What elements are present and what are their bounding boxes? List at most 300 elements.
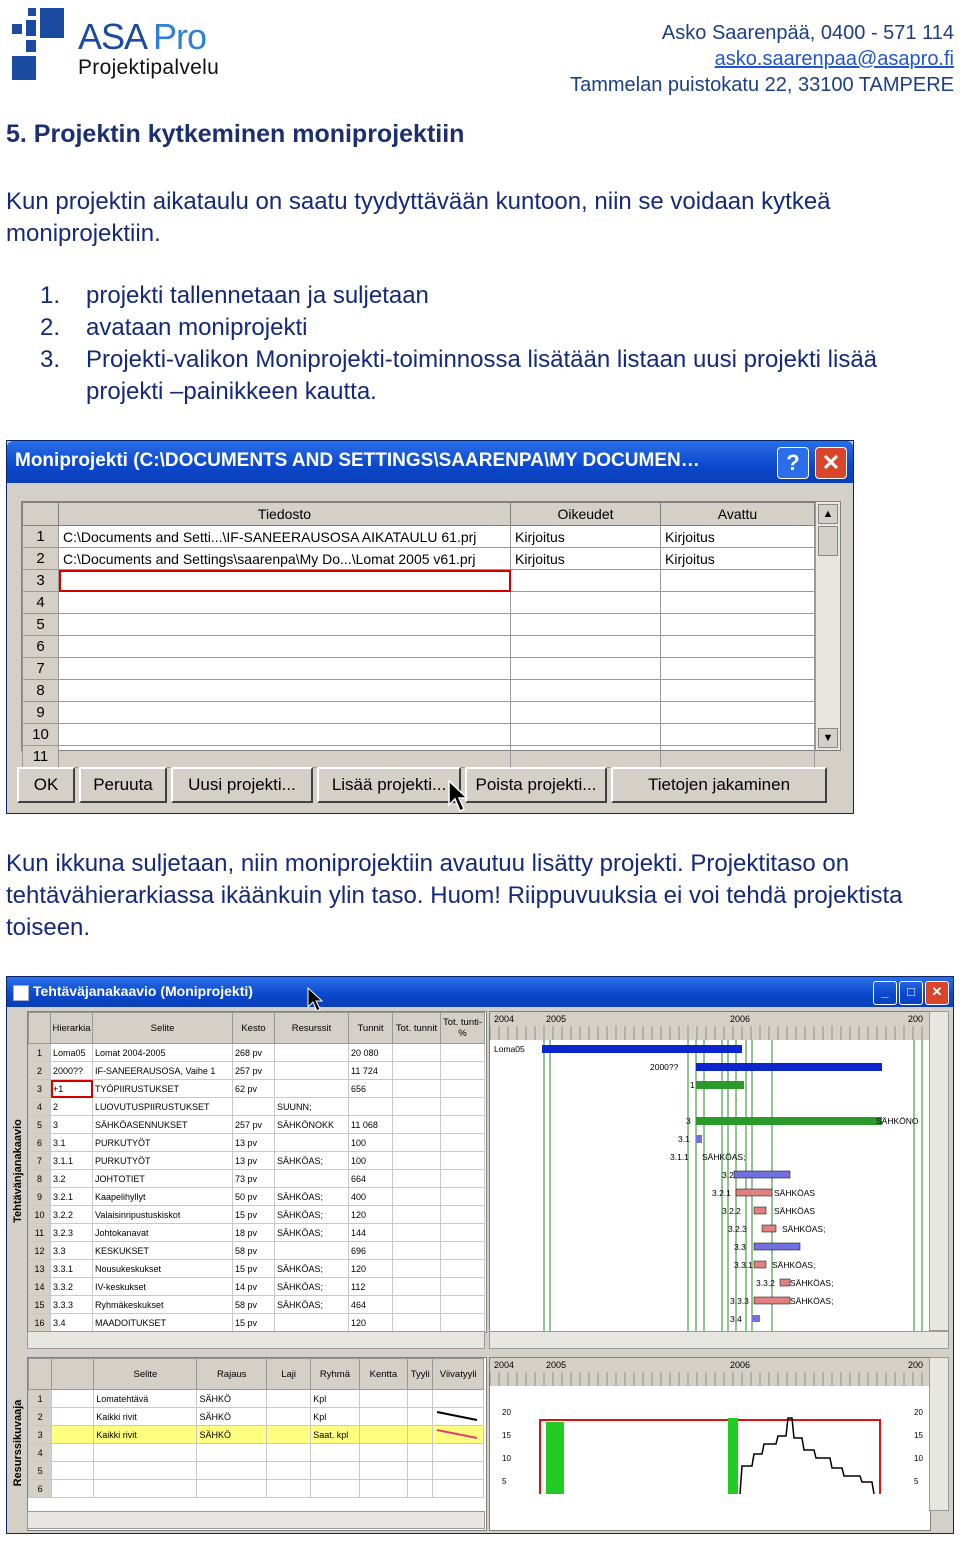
cell-duration[interactable]: 62 pv: [233, 1080, 275, 1098]
table-row[interactable]: [29, 1170, 485, 1188]
row-number[interactable]: 1: [29, 1044, 51, 1062]
cell-hours[interactable]: 696: [349, 1242, 393, 1260]
cell-description[interactable]: LUOVUTUSPIIRUSTUKSET: [93, 1098, 233, 1116]
table-row[interactable]: [29, 1206, 485, 1224]
cell-duration[interactable]: 14 pv: [233, 1278, 275, 1296]
scroll-up-icon[interactable]: ▲: [818, 504, 838, 524]
row-number[interactable]: 11: [29, 1224, 51, 1242]
cell-group[interactable]: Kpl: [311, 1408, 359, 1426]
cell-description[interactable]: Johtokanavat: [93, 1224, 233, 1242]
cell-description[interactable]: Lomat 2004-2005: [93, 1044, 233, 1062]
cell-style[interactable]: [408, 1408, 433, 1426]
column-header-opened[interactable]: Avattu: [661, 503, 815, 526]
cell-group[interactable]: Kpl: [311, 1390, 359, 1408]
gantt-hscroll[interactable]: [489, 1331, 949, 1349]
cell-resources[interactable]: SUUNN;: [275, 1098, 349, 1116]
cell-scope[interactable]: [197, 1480, 267, 1498]
cell-file[interactable]: [59, 658, 511, 680]
table-row[interactable]: [29, 1260, 485, 1278]
cell-description[interactable]: [94, 1480, 197, 1498]
cell-opened[interactable]: [661, 658, 815, 680]
cell-description[interactable]: TYÖPIIRUSTUKSET: [93, 1080, 233, 1098]
cell-hierarchy[interactable]: 3.3.2: [51, 1278, 93, 1296]
cell-duration[interactable]: 15 pv: [233, 1314, 275, 1332]
add-project-button[interactable]: Lisää projekti...: [317, 767, 461, 803]
cell-hierarchy[interactable]: 3.2.2: [51, 1206, 93, 1224]
cell-duration[interactable]: 58 pv: [233, 1242, 275, 1260]
cell-hours[interactable]: 144: [349, 1224, 393, 1242]
cell-duration[interactable]: 13 pv: [233, 1134, 275, 1152]
cell-style[interactable]: [408, 1426, 433, 1444]
column-header-total-hour-pct[interactable]: Tot. tunti-%: [441, 1013, 485, 1044]
scroll-thumb[interactable]: [818, 526, 838, 556]
cell-type[interactable]: [266, 1462, 310, 1480]
cell-hours[interactable]: 100: [349, 1134, 393, 1152]
share-data-button[interactable]: Tietojen jakaminen: [611, 767, 827, 803]
cell-description[interactable]: Kaapelihyllyt: [93, 1188, 233, 1206]
cell-file[interactable]: [59, 680, 511, 702]
cell-rights[interactable]: [511, 614, 661, 636]
cell-type[interactable]: [266, 1426, 310, 1444]
bar-3-2: [734, 1171, 790, 1178]
row-number[interactable]: 10: [29, 1206, 51, 1224]
row-number[interactable]: 10: [23, 724, 59, 746]
cell-total-hour-pct[interactable]: [441, 1152, 485, 1170]
cell-description[interactable]: PURKUTYÖT: [93, 1134, 233, 1152]
cell-description[interactable]: Lomatehtävä: [94, 1390, 197, 1408]
cell-type[interactable]: [266, 1480, 310, 1498]
cell-hours[interactable]: 120: [349, 1260, 393, 1278]
table-row[interactable]: [29, 1444, 484, 1462]
cell-resources[interactable]: SÄHKÖAS;: [275, 1224, 349, 1242]
cell-hours[interactable]: 464: [349, 1296, 393, 1314]
cell-resources[interactable]: [275, 1170, 349, 1188]
cell-resources[interactable]: SÄHKÖAS;: [275, 1152, 349, 1170]
new-project-button[interactable]: Uusi projekti...: [171, 767, 313, 803]
cell-total-hour-pct[interactable]: [441, 1098, 485, 1116]
task-grid-hscroll[interactable]: [27, 1331, 485, 1349]
cell-line-style[interactable]: [433, 1444, 484, 1462]
cell-rights[interactable]: [511, 724, 661, 746]
table-row[interactable]: [23, 614, 815, 636]
row-number[interactable]: 12: [29, 1242, 51, 1260]
cell-hours[interactable]: 100: [349, 1152, 393, 1170]
column-header-hierarchy[interactable]: Hierarkia: [51, 1013, 93, 1044]
column-header-line-style[interactable]: Viivatyyli: [433, 1359, 484, 1390]
cell-total-hour-pct[interactable]: [441, 1206, 485, 1224]
maximize-icon[interactable]: □: [899, 981, 923, 1005]
cell-duration[interactable]: 58 pv: [233, 1296, 275, 1314]
column-header-style[interactable]: Tyyli: [408, 1359, 433, 1390]
row-number[interactable]: 4: [23, 592, 59, 614]
cell-hierarchy[interactable]: 3.4: [51, 1314, 93, 1332]
cell-resources[interactable]: SÄHKÖAS;: [275, 1188, 349, 1206]
cell-scope[interactable]: SÄHKÖ: [197, 1390, 267, 1408]
table-row[interactable]: [29, 1462, 484, 1480]
cell-hierarchy[interactable]: 3.3.1: [51, 1260, 93, 1278]
cell-hierarchy[interactable]: 3.3.3: [51, 1296, 93, 1314]
cell-opened[interactable]: [661, 570, 815, 592]
cell-opened[interactable]: [661, 614, 815, 636]
row-number[interactable]: 16: [29, 1314, 51, 1332]
column-header-description[interactable]: Selite: [94, 1359, 197, 1390]
cell-line-style[interactable]: [433, 1480, 484, 1498]
row-number[interactable]: 5: [23, 614, 59, 636]
cell-opened[interactable]: Kirjoitus: [661, 548, 815, 570]
cell-file[interactable]: [59, 702, 511, 724]
cell-duration[interactable]: 50 pv: [233, 1188, 275, 1206]
table-row[interactable]: [23, 526, 815, 548]
cell-total-hour-pct[interactable]: [441, 1278, 485, 1296]
cell-file[interactable]: [59, 614, 511, 636]
cell-scope[interactable]: [197, 1444, 267, 1462]
row-number[interactable]: 6: [23, 636, 59, 658]
table-row[interactable]: [23, 570, 815, 592]
cell-group[interactable]: [311, 1462, 359, 1480]
cell-total-hours[interactable]: [393, 1170, 441, 1188]
table-row[interactable]: [29, 1408, 484, 1426]
cell-opened[interactable]: [661, 702, 815, 724]
cell-rights[interactable]: [511, 746, 661, 768]
cell-opened[interactable]: [661, 680, 815, 702]
row-number[interactable]: 2: [29, 1408, 52, 1426]
cell-line-style[interactable]: [433, 1390, 484, 1408]
cell-rights[interactable]: [511, 702, 661, 724]
cell-duration[interactable]: 18 pv: [233, 1224, 275, 1242]
column-header-total-hours[interactable]: Tot. tunnit: [393, 1013, 441, 1044]
table-row[interactable]: [29, 1062, 485, 1080]
remove-project-button[interactable]: Poista projekti...: [465, 767, 607, 803]
cell-rights[interactable]: [511, 592, 661, 614]
table-row[interactable]: [23, 658, 815, 680]
table-row[interactable]: [23, 548, 815, 570]
column-header-description[interactable]: Selite: [93, 1013, 233, 1044]
cell-blank[interactable]: [52, 1462, 94, 1480]
column-header-resources[interactable]: Resurssit: [275, 1013, 349, 1044]
cell-total-hours[interactable]: [393, 1188, 441, 1206]
cell-total-hour-pct[interactable]: [441, 1062, 485, 1080]
cell-group[interactable]: Saat. kpl: [311, 1426, 359, 1444]
cell-hierarchy[interactable]: 3.2: [51, 1170, 93, 1188]
cell-file[interactable]: [59, 592, 511, 614]
cell-description[interactable]: Kaikki rivit: [94, 1408, 197, 1426]
cell-total-hour-pct[interactable]: [441, 1116, 485, 1134]
cell-opened[interactable]: [661, 724, 815, 746]
cell-duration[interactable]: 13 pv: [233, 1152, 275, 1170]
cell-resources[interactable]: [275, 1062, 349, 1080]
step-number: 1.: [40, 282, 61, 309]
cell-total-hour-pct[interactable]: [441, 1242, 485, 1260]
cell-field[interactable]: [359, 1462, 407, 1480]
table-row[interactable]: [29, 1480, 484, 1498]
cell-description[interactable]: MAADOITUKSET: [93, 1314, 233, 1332]
cell-total-hour-pct[interactable]: [441, 1314, 485, 1332]
cell-hierarchy[interactable]: 2000??: [51, 1062, 93, 1080]
table-row[interactable]: [29, 1242, 485, 1260]
table-row[interactable]: [29, 1188, 485, 1206]
cell-total-hours[interactable]: [393, 1224, 441, 1242]
cell-hours[interactable]: 664: [349, 1170, 393, 1188]
cell-duration[interactable]: 257 pv: [233, 1062, 275, 1080]
table-row[interactable]: [29, 1296, 485, 1314]
cell-blank[interactable]: [52, 1390, 94, 1408]
cell-resources[interactable]: SÄHKÖAS;: [275, 1206, 349, 1224]
cell-hours[interactable]: 11 724: [349, 1062, 393, 1080]
row-number[interactable]: 8: [29, 1170, 51, 1188]
table-row[interactable]: [29, 1152, 485, 1170]
cell-hierarchy[interactable]: 3.2.3: [51, 1224, 93, 1242]
cell-description[interactable]: KESKUKSET: [93, 1242, 233, 1260]
cell-description[interactable]: Valaisinripustuskiskot: [93, 1206, 233, 1224]
cell-total-hours[interactable]: [393, 1296, 441, 1314]
cell-description[interactable]: [94, 1462, 197, 1480]
cell-total-hour-pct[interactable]: [441, 1170, 485, 1188]
company-logo-mark: [12, 8, 72, 82]
cell-resources[interactable]: SÄHKÖAS;: [275, 1296, 349, 1314]
cell-resources[interactable]: [275, 1134, 349, 1152]
cell-line-style[interactable]: [433, 1462, 484, 1480]
row-number[interactable]: 7: [29, 1152, 51, 1170]
cell-opened[interactable]: [661, 636, 815, 658]
cell-total-hour-pct[interactable]: [441, 1296, 485, 1314]
row-number[interactable]: 13: [29, 1260, 51, 1278]
row-number[interactable]: 5: [29, 1462, 52, 1480]
contact-email-link[interactable]: asko.saarenpaa@asapro.fi: [714, 48, 954, 70]
cell-field[interactable]: [359, 1480, 407, 1498]
resource-vscroll[interactable]: [929, 1357, 949, 1511]
cell-description[interactable]: IV-keskukset: [93, 1278, 233, 1296]
cell-file[interactable]: C:\Documents and Setti...\IF-SANEERAUSOSA AIKATAULU 61.prj: [59, 526, 511, 548]
cell-resources[interactable]: SÄHKÖAS;: [275, 1260, 349, 1278]
ok-button[interactable]: OK: [17, 767, 75, 803]
cell-rights[interactable]: [511, 680, 661, 702]
cell-rights[interactable]: Kirjoitus: [511, 526, 661, 548]
cell-total-hours[interactable]: [393, 1260, 441, 1278]
cell-description[interactable]: Kaikki rivit: [94, 1426, 197, 1444]
row-number[interactable]: 9: [23, 702, 59, 724]
cell-type[interactable]: [266, 1444, 310, 1462]
table-row[interactable]: [23, 724, 815, 746]
cell-total-hour-pct[interactable]: [441, 1260, 485, 1278]
row-number[interactable]: 1: [29, 1390, 52, 1408]
row-number[interactable]: 3: [23, 570, 59, 592]
cell-scope[interactable]: SÄHKÖ: [197, 1408, 267, 1426]
cell-style[interactable]: [408, 1390, 433, 1408]
table-row[interactable]: [29, 1314, 485, 1332]
resource-grid-hscroll[interactable]: [27, 1511, 485, 1529]
cell-description[interactable]: IF-SANEERAUSOSA, Vaihe 1: [93, 1062, 233, 1080]
row-number[interactable]: 4: [29, 1444, 52, 1462]
cell-total-hours[interactable]: [393, 1314, 441, 1332]
cell-duration[interactable]: [233, 1098, 275, 1116]
cell-blank[interactable]: [52, 1408, 94, 1426]
table-row[interactable]: [23, 680, 815, 702]
cell-hierarchy[interactable]: Loma05: [51, 1044, 93, 1062]
cancel-button[interactable]: Peruuta: [79, 767, 167, 803]
cell-hours[interactable]: 400: [349, 1188, 393, 1206]
gantt-vscroll[interactable]: [929, 1011, 949, 1331]
cell-field[interactable]: [359, 1444, 407, 1462]
table-row[interactable]: [29, 1426, 484, 1444]
cell-resources[interactable]: [275, 1080, 349, 1098]
cell-scope[interactable]: SÄHKÖ: [197, 1426, 267, 1444]
cell-total-hour-pct[interactable]: [441, 1188, 485, 1206]
column-header-duration[interactable]: Kesto: [233, 1013, 275, 1044]
column-header-field[interactable]: Kentta: [359, 1359, 407, 1390]
table-row[interactable]: [23, 702, 815, 724]
cell-style[interactable]: [408, 1462, 433, 1480]
row-number[interactable]: 8: [23, 680, 59, 702]
cell-line-style[interactable]: [433, 1408, 484, 1426]
cell-rights[interactable]: [511, 658, 661, 680]
cell-total-hours[interactable]: [393, 1242, 441, 1260]
cell-style[interactable]: [408, 1480, 433, 1498]
cell-total-hour-pct[interactable]: [441, 1134, 485, 1152]
cell-rights[interactable]: [511, 570, 661, 592]
table-row[interactable]: [29, 1390, 484, 1408]
cell-scope[interactable]: [197, 1462, 267, 1480]
column-header-file[interactable]: Tiedosto: [59, 503, 511, 526]
cell-description[interactable]: PURKUTYÖT: [93, 1152, 233, 1170]
row-number[interactable]: 4: [29, 1098, 51, 1116]
vertical-scrollbar[interactable]: [815, 502, 840, 750]
row-number[interactable]: 15: [29, 1296, 51, 1314]
cell-duration[interactable]: 15 pv: [233, 1206, 275, 1224]
cell-hours[interactable]: 112: [349, 1278, 393, 1296]
cell-opened[interactable]: [661, 746, 815, 768]
cell-total-hour-pct[interactable]: [441, 1080, 485, 1098]
cell-hours[interactable]: 20 080: [349, 1044, 393, 1062]
column-header-hours[interactable]: Tunnit: [349, 1013, 393, 1044]
cell-line-style[interactable]: [433, 1426, 484, 1444]
cell-field[interactable]: [359, 1426, 407, 1444]
cell-total-hours[interactable]: [393, 1152, 441, 1170]
row-number[interactable]: 11: [23, 746, 59, 768]
cell-resources[interactable]: SÄHKÖAS;: [275, 1278, 349, 1296]
cell-file[interactable]: C:\Documents and Settings\saarenpa\My Do...\Lomat 2005 v61.prj: [59, 548, 511, 570]
cell-total-hours[interactable]: [393, 1062, 441, 1080]
cell-duration[interactable]: 15 pv: [233, 1260, 275, 1278]
cell-rights[interactable]: Kirjoitus: [511, 548, 661, 570]
table-row[interactable]: [29, 1098, 485, 1116]
row-number[interactable]: 9: [29, 1188, 51, 1206]
cell-file[interactable]: [59, 746, 511, 768]
cell-resources[interactable]: SÄHKÖNOKK: [275, 1116, 349, 1134]
column-header-type[interactable]: Laji: [266, 1359, 310, 1390]
cell-blank[interactable]: [52, 1426, 94, 1444]
cell-hours[interactable]: 11 068: [349, 1116, 393, 1134]
cell-resources[interactable]: [275, 1314, 349, 1332]
cell-file[interactable]: [59, 724, 511, 746]
cell-total-hours[interactable]: [393, 1134, 441, 1152]
cell-hours[interactable]: 656: [349, 1080, 393, 1098]
row-number[interactable]: 6: [29, 1134, 51, 1152]
cell-hierarchy[interactable]: 2: [51, 1098, 93, 1116]
cell-resources[interactable]: [275, 1044, 349, 1062]
cell-group[interactable]: [311, 1444, 359, 1462]
cell-hierarchy[interactable]: 3: [51, 1116, 93, 1134]
row-number[interactable]: 5: [29, 1116, 51, 1134]
row-number[interactable]: 2: [29, 1062, 51, 1080]
cell-total-hours[interactable]: [393, 1044, 441, 1062]
cell-total-hours[interactable]: [393, 1206, 441, 1224]
table-row[interactable]: [29, 1044, 485, 1062]
row-number[interactable]: 3: [29, 1426, 52, 1444]
cell-file[interactable]: [59, 570, 511, 592]
cell-type[interactable]: [266, 1408, 310, 1426]
cell-opened[interactable]: Kirjoitus: [661, 526, 815, 548]
table-row[interactable]: [29, 1134, 485, 1152]
column-header-scope[interactable]: Rajaus: [197, 1359, 267, 1390]
cell-hierarchy[interactable]: 3.3: [51, 1242, 93, 1260]
column-header-rights[interactable]: Oikeudet: [511, 503, 661, 526]
cell-description[interactable]: Nousukeskukset: [93, 1260, 233, 1278]
cell-total-hours[interactable]: [393, 1098, 441, 1116]
cell-hours[interactable]: 120: [349, 1314, 393, 1332]
cell-field[interactable]: [359, 1408, 407, 1426]
cell-description[interactable]: [94, 1444, 197, 1462]
cell-hours[interactable]: [349, 1098, 393, 1116]
cell-total-hours[interactable]: [393, 1080, 441, 1098]
cell-total-hours[interactable]: [393, 1278, 441, 1296]
cell-total-hour-pct[interactable]: [441, 1044, 485, 1062]
row-number[interactable]: 14: [29, 1278, 51, 1296]
table-row[interactable]: [29, 1116, 485, 1134]
cell-rights[interactable]: [511, 636, 661, 658]
minimize-icon[interactable]: _: [873, 981, 897, 1005]
cell-group[interactable]: [311, 1480, 359, 1498]
cell-style[interactable]: [408, 1444, 433, 1462]
cell-opened[interactable]: [661, 592, 815, 614]
row-number[interactable]: 6: [29, 1480, 52, 1498]
cell-hours[interactable]: 120: [349, 1206, 393, 1224]
cell-duration[interactable]: 268 pv: [233, 1044, 275, 1062]
row-number[interactable]: 1: [23, 526, 59, 548]
row-number[interactable]: 7: [23, 658, 59, 680]
cell-total-hours[interactable]: [393, 1116, 441, 1134]
cell-blank[interactable]: [52, 1480, 94, 1498]
cell-description[interactable]: SÄHKÖASENNUKSET: [93, 1116, 233, 1134]
close-icon[interactable]: ✕: [815, 447, 847, 479]
cell-duration[interactable]: 73 pv: [233, 1170, 275, 1188]
cell-hierarchy[interactable]: 3.1: [51, 1134, 93, 1152]
cell-description[interactable]: JOHTOTIET: [93, 1170, 233, 1188]
cell-blank[interactable]: [52, 1444, 94, 1462]
cell-duration[interactable]: 257 pv: [233, 1116, 275, 1134]
table-row[interactable]: [23, 746, 815, 768]
scroll-down-icon[interactable]: ▼: [818, 728, 838, 748]
cell-hierarchy[interactable]: 3.2.1: [51, 1188, 93, 1206]
help-icon[interactable]: ?: [777, 447, 809, 479]
close-icon[interactable]: ✕: [925, 981, 949, 1005]
cell-file[interactable]: [59, 636, 511, 658]
cell-total-hour-pct[interactable]: [441, 1224, 485, 1242]
cell-field[interactable]: [359, 1390, 407, 1408]
table-row[interactable]: [23, 636, 815, 658]
table-row[interactable]: [29, 1278, 485, 1296]
row-number[interactable]: 3: [29, 1080, 51, 1098]
cell-hierarchy[interactable]: 3.1.1: [51, 1152, 93, 1170]
cell-resources[interactable]: [275, 1242, 349, 1260]
table-row[interactable]: [29, 1080, 485, 1098]
cell-type[interactable]: [266, 1390, 310, 1408]
column-header-group[interactable]: Ryhmä: [311, 1359, 359, 1390]
cell-description[interactable]: Ryhmäkeskukset: [93, 1296, 233, 1314]
table-row[interactable]: [23, 592, 815, 614]
row-number[interactable]: 2: [23, 548, 59, 570]
table-row[interactable]: [29, 1224, 485, 1242]
cell-hierarchy[interactable]: +1: [51, 1080, 93, 1098]
